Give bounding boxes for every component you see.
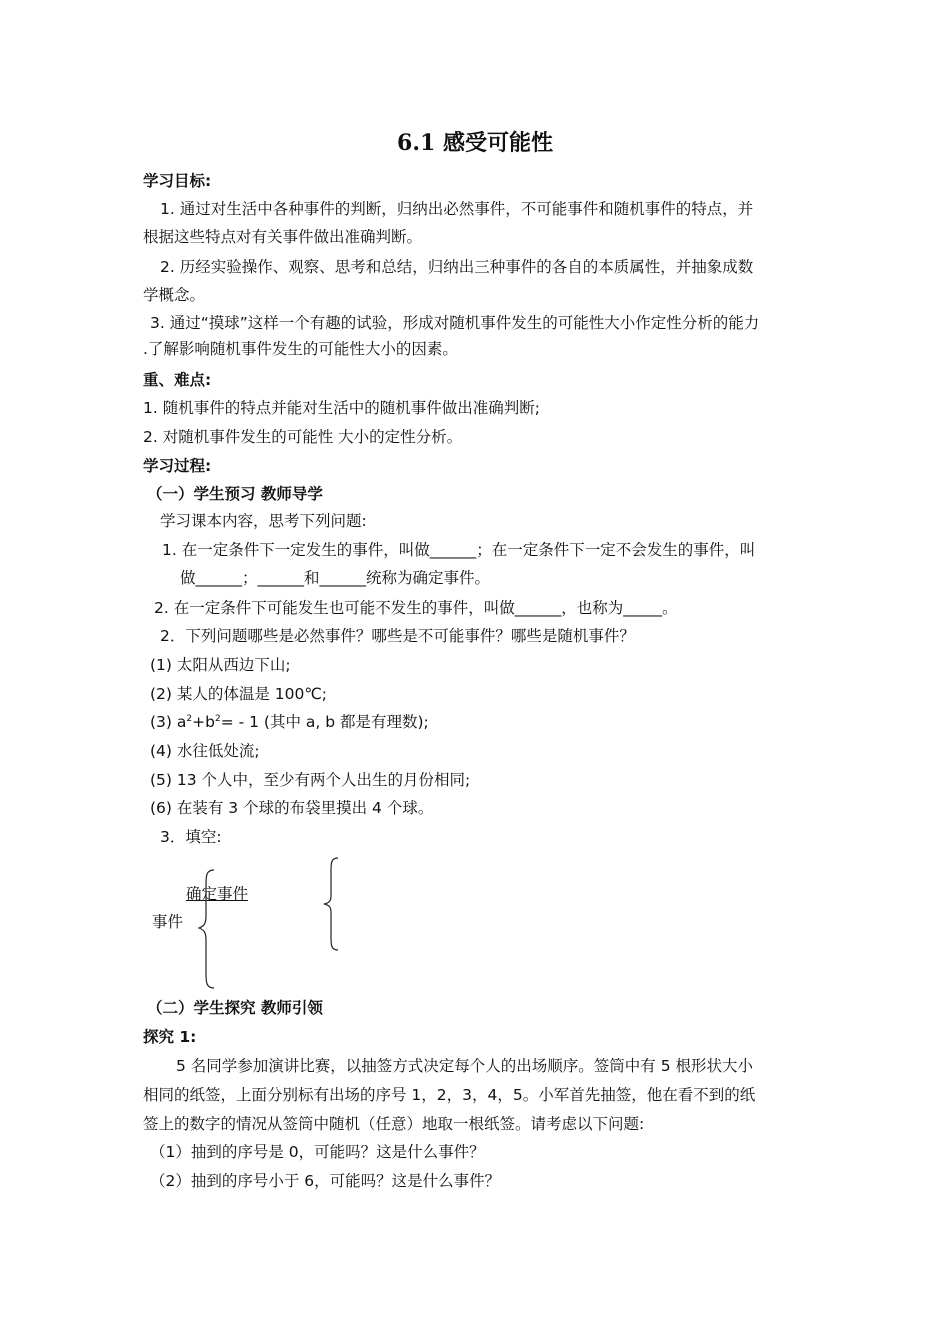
objectives-heading: 学习目标:	[143, 172, 212, 190]
example-4: (4) 水往低处流;	[150, 742, 260, 760]
explore-question-2: （2）抽到的序号小于 6，可能吗？这是什么事件？	[150, 1172, 501, 1190]
fill-in-heading: 3．填空:	[160, 828, 222, 846]
example-6: (6) 在装有 3 个球的布袋里摸出 4 个球。	[150, 799, 434, 817]
explore-line-3: 签上的数字的情况从签筒中随机（任意）地取一根纸签。请考虑以下问题:	[143, 1115, 645, 1133]
question-1-line-1: 1. 在一定条件下一定发生的事件，叫做______；在一定条件下一定不会发生的事件，叫	[162, 541, 756, 559]
key-point-2: 2. 对随机事件发生的可能性 大小的定性分析。	[143, 428, 463, 446]
question-1-line-2: 做______；______和______统称为确定事件。	[180, 569, 491, 587]
explore-heading: 探究 1:	[143, 1028, 197, 1046]
explore-question-1: （1）抽到的序号是 0，可能吗？这是什么事件？	[150, 1143, 485, 1161]
explore-line-1: 5 名同学参加演讲比赛，以抽签方式决定每个人的出场顺序。签筒中有 5 根形状大小	[176, 1057, 754, 1075]
objective-2-line-2: 学概念。	[143, 286, 206, 304]
example-3-exponent-a: 2	[186, 713, 193, 724]
key-points-heading: 重、难点:	[143, 371, 212, 389]
diagram-root-event: 事件	[152, 913, 184, 931]
question-2: 2. 在一定条件下可能发生也可能不发生的事件，叫做______，也称为_____。	[154, 599, 678, 617]
objective-3-line-2: .了解影响随机事件发生的可能性大小的因素。	[143, 340, 458, 358]
process-heading: 学习过程:	[143, 457, 212, 475]
study-intro: 学习课本内容，思考下列问题:	[160, 512, 367, 530]
page-title: 6.1 感受可能性	[397, 130, 553, 156]
objective-1-line-1: 1. 通过对生活中各种事件的判断，归纳出必然事件，不可能事件和随机事件的特点，并	[160, 200, 754, 218]
example-3-middle: +b	[192, 713, 215, 731]
example-3	[150, 711, 429, 733]
explore-line-2: 相同的纸签，上面分别标有出场的序号 1，2，3，4，5。小军首先抽签，他在看不到的纸	[143, 1086, 756, 1104]
part1-heading: （一）学生预习 教师导学	[147, 485, 323, 503]
diagram-branch-determined-event: 确定事件	[186, 885, 249, 903]
example-5: (5) 13 个人中，至少有两个人出生的月份相同;	[150, 771, 471, 789]
example-3-exponent-b: 2	[214, 713, 221, 724]
example-1: (1) 太阳从西边下山;	[150, 656, 291, 674]
example-3-suffix: = - 1 (其中 a, b 都是有理数);	[220, 713, 429, 731]
key-point-1: 1. 随机事件的特点并能对生活中的随机事件做出准确判断;	[143, 399, 540, 417]
question-3: 2．下列问题哪些是必然事件？哪些是不可能事件？哪些是随机事件？	[160, 627, 635, 645]
diagram-left-brace	[196, 868, 218, 992]
example-2: (2) 某人的体温是 100℃;	[150, 685, 328, 703]
part2-heading: （二）学生探究 教师引领	[147, 999, 323, 1017]
objective-1-line-2: 根据这些特点对有关事件做出准确判断。	[143, 228, 423, 246]
objective-2-line-1: 2. 历经实验操作、观察、思考和总结，归纳出三种事件的各自的本质属性，并抽象成数	[160, 258, 754, 276]
objective-3-line-1: 3. 通过“摸球”这样一个有趣的试验，形成对随机事件发生的可能性大小作定性分析的能力	[150, 314, 760, 332]
example-3-prefix: (3) a	[150, 713, 187, 731]
diagram-right-brace	[320, 856, 342, 952]
